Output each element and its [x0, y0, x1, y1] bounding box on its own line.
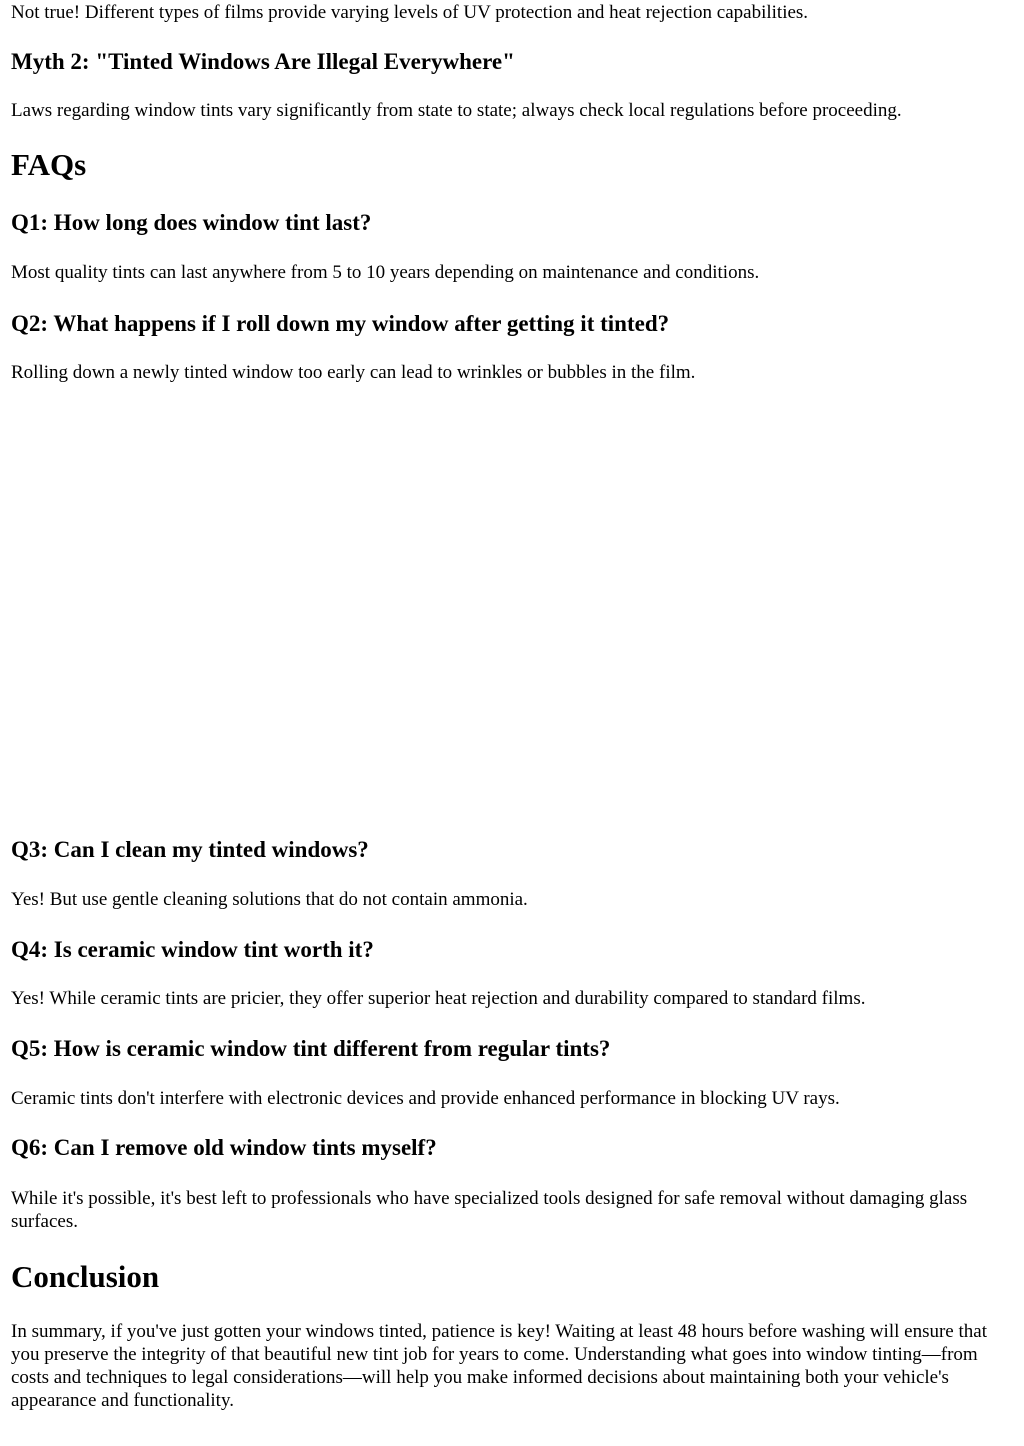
- faq-question: Q6: Can I remove old window tints myself?: [11, 1135, 437, 1160]
- faq-question: Q2: What happens if I roll down my window after getting it tinted?: [11, 311, 670, 336]
- faq-answer: While it's possible, it's best left to professionals who have specialized tools designed for safe removal without damaging glass surfaces.: [11, 1188, 968, 1232]
- faqs-heading: FAQs: [11, 147, 87, 182]
- faq-answer: Ceramic tints don't interfere with electronic devices and provide enhanced performance in blocking UV rays.: [11, 1088, 840, 1109]
- faq-answer: Most quality tints can last anywhere from 5 to 10 years depending on maintenance and conditions.: [11, 262, 760, 283]
- faq-answer: Rolling down a newly tinted window too early can lead to wrinkles or bubbles in the film.: [11, 362, 696, 383]
- faq-answer: Yes! While ceramic tints are pricier, they offer superior heat rejection and durability compared to standard films.: [11, 988, 866, 1009]
- myth2-heading: Myth 2: "Tinted Windows Are Illegal Everywhere": [11, 49, 515, 74]
- myth2-paragraph: Laws regarding window tints vary significantly from state to state; always check local regulations before proceeding.: [11, 100, 902, 121]
- faq-question: Q1: How long does window tint last?: [11, 210, 372, 235]
- faq-question: Q3: Can I clean my tinted windows?: [11, 837, 369, 862]
- intro-paragraph: Not true! Different types of films provide varying levels of UV protection and heat rejection capabilities.: [11, 2, 809, 23]
- faq-answer: Yes! But use gentle cleaning solutions that do not contain ammonia.: [11, 889, 528, 910]
- faq-question: Q5: How is ceramic window tint different from regular tints?: [11, 1036, 611, 1061]
- conclusion-paragraph: In summary, if you've just gotten your windows tinted, patience is key! Waiting at least 48 hours before washing will ensure that you preserve the integrity of that beautiful new tint job for years to come. Understanding what goes into window tinting—from costs and techniques to legal considerations—will help you make informed decisions about maintaining both your vehicle's appearance and functionality.: [11, 1321, 987, 1411]
- conclusion-heading: Conclusion: [11, 1259, 160, 1294]
- faq-question: Q4: Is ceramic window tint worth it?: [11, 937, 374, 962]
